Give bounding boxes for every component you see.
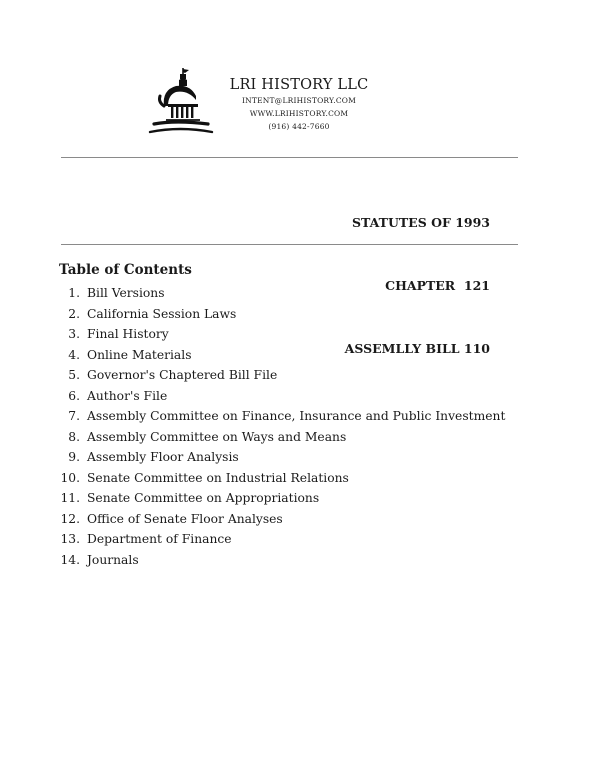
toc-item-number: 8. [68, 429, 80, 444]
statute-chapter: CHAPTER 121 [385, 278, 490, 293]
toc-item-number: 11. [60, 491, 80, 505]
header-divider [61, 157, 518, 158]
toc-item [54, 428, 505, 449]
toc-item-label: Department of Finance [87, 532, 232, 546]
contact-phone: (916) 442-7660 [268, 122, 330, 131]
toc-item-label: Journals [87, 552, 139, 567]
toc-item-number: 5. [68, 368, 80, 382]
toc-item-label: Governor's Chaptered Bill File [87, 368, 278, 382]
toc-item-number: 4. [68, 347, 80, 362]
toc-item-label: Author's File [87, 388, 168, 403]
toc-item-number: 13. [60, 532, 80, 546]
toc-item-number: 3. [68, 327, 80, 341]
toc-item [54, 305, 505, 326]
toc-item-number: 12. [60, 511, 80, 526]
toc-item-label: Assembly Floor Analysis [87, 450, 239, 464]
toc-item [54, 448, 505, 469]
toc-title: Table of Contents [59, 262, 192, 278]
toc-item-label: Senate Committee on Appropriations [87, 491, 320, 505]
toc-item [54, 489, 505, 510]
capitol-dome-icon [146, 66, 214, 138]
toc-item-label: Assembly Committee on Ways and Means [87, 429, 347, 444]
toc-item-number: 9. [68, 450, 80, 464]
statute-bill: ASSEMLLY BILL 110 [344, 341, 490, 356]
toc-item [54, 325, 505, 346]
company-name: LRI HISTORY LLC [229, 77, 369, 93]
toc-item [54, 551, 505, 572]
toc-item-label: Bill Versions [87, 286, 165, 300]
toc-item-label: Online Materials [87, 347, 192, 362]
toc-item [54, 346, 505, 367]
toc-item-number: 2. [68, 306, 80, 321]
toc-item [54, 366, 505, 387]
toc-item-number: 1. [68, 286, 80, 300]
toc-item-number: 10. [60, 470, 80, 485]
toc-item-label: Senate Committee on Industrial Relations [87, 470, 349, 485]
letterhead [228, 76, 370, 133]
toc-item-number: 7. [68, 409, 80, 423]
toc-item-label: Final History [87, 327, 169, 341]
toc-item-number: 6. [68, 388, 80, 403]
toc-item-number: 14. [60, 552, 80, 567]
toc-item-label: Office of Senate Floor Analyses [87, 511, 283, 526]
toc-item [54, 530, 505, 551]
toc-item [54, 407, 505, 428]
toc-item-label: Assembly Committee on Finance, Insurance and Public Investment [87, 409, 506, 423]
contact-email: INTENT@LRIHISTORY.COM [241, 96, 356, 105]
toc-item [54, 284, 505, 305]
toc-item [54, 510, 505, 531]
toc-item [54, 469, 505, 490]
statute-year: STATUTES OF 1993 [352, 215, 490, 230]
toc-list [54, 284, 505, 571]
contact-website: WWW.LRIHISTORY.COM [249, 109, 349, 118]
statute-divider [61, 244, 518, 245]
toc-item [54, 387, 505, 408]
toc-item-label: California Session Laws [87, 306, 237, 321]
